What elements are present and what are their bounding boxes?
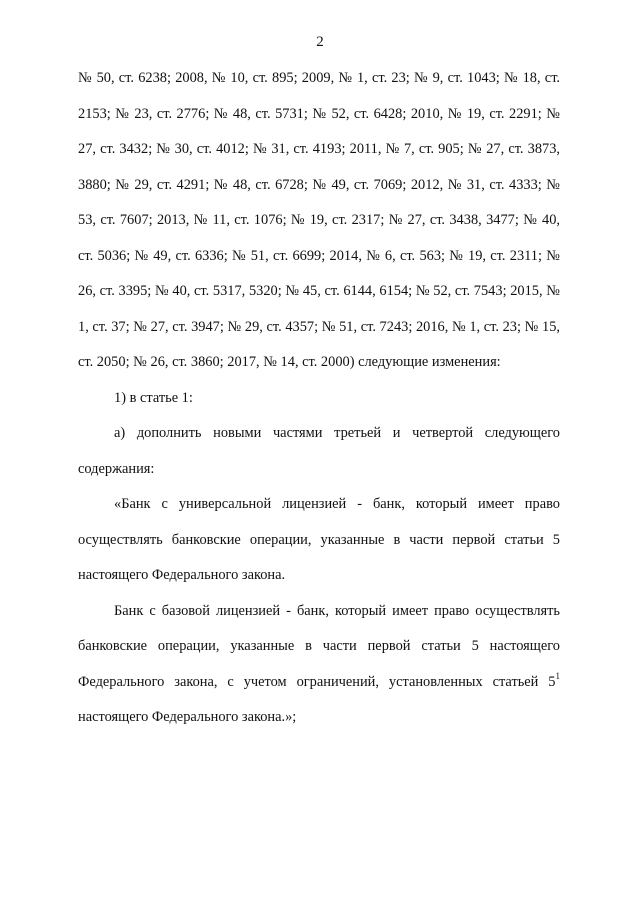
page-number: 2 [316, 34, 324, 50]
paragraph-item-1: 1) в статье 1: [114, 389, 193, 406]
paragraph-basic-license [78, 594, 560, 736]
basic-license-tail: настоящего Федерального закона.»; [78, 709, 297, 725]
basic-license-text: Банк с базовой лицензией - банк, который имеет право осуществлять банковские операции, указанные в части первой статьи 5 настоящего Федерального закона, с учетом ограничений, установленных статьей 5 [78, 602, 560, 690]
paragraph-subitem-a: а) дополнить новыми частями третьей и четвертой следующего содержания: [78, 425, 560, 477]
article-superscript: 1 [555, 670, 560, 681]
document-body [78, 61, 560, 736]
paragraph-universal-license: «Банк с универсальной лицензией - банк, который имеет право осуществлять банковские операции, указанные в части первой статьи 5 настоящего Федерального закона. [78, 496, 560, 583]
paragraph-legislation-references: № 50, ст. 6238; 2008, № 10, ст. 895; 2009, № 1, ст. 23; № 9, ст. 1043; № 18, ст. 2153; № 23, ст. 2776; № 48, ст. 5731; № 52, ст. 6428; 2010, № 19, ст. 2291; № 27, ст. 3432; № 30, ст. 4012; № 31, ст. 4193; 2011, № 7, ст. 905; № 27, ст. 3873, 3880; № 29, ст. 4291; № 48, ст. 6728; № 49, ст. 7069; 2012, № 31, ст. 4333; № 53, ст. 7607; 2013, № 11, ст. 1076; № 19, ст. 2317; № 27, ст. 3438, 3477; № 40, ст. 5036; № 49, ст. 6336; № 51, ст. 6699; 2014, № 6, ст. 563; № 19, ст. 2311; № 26, ст. 3395; № 40, ст. 5317, 5320; № 45, ст. 6144, 6154; № 52, ст. 7543; 2015, № 1, ст. 37; № 27, ст. 3947; № 29, ст. 4357; № 51, ст. 7243; 2016, № 1, ст. 23; № 15, ст. 2050; № 26, ст. 3860; 2017, № 14, ст. 2000) следующие изменения: [78, 70, 560, 370]
